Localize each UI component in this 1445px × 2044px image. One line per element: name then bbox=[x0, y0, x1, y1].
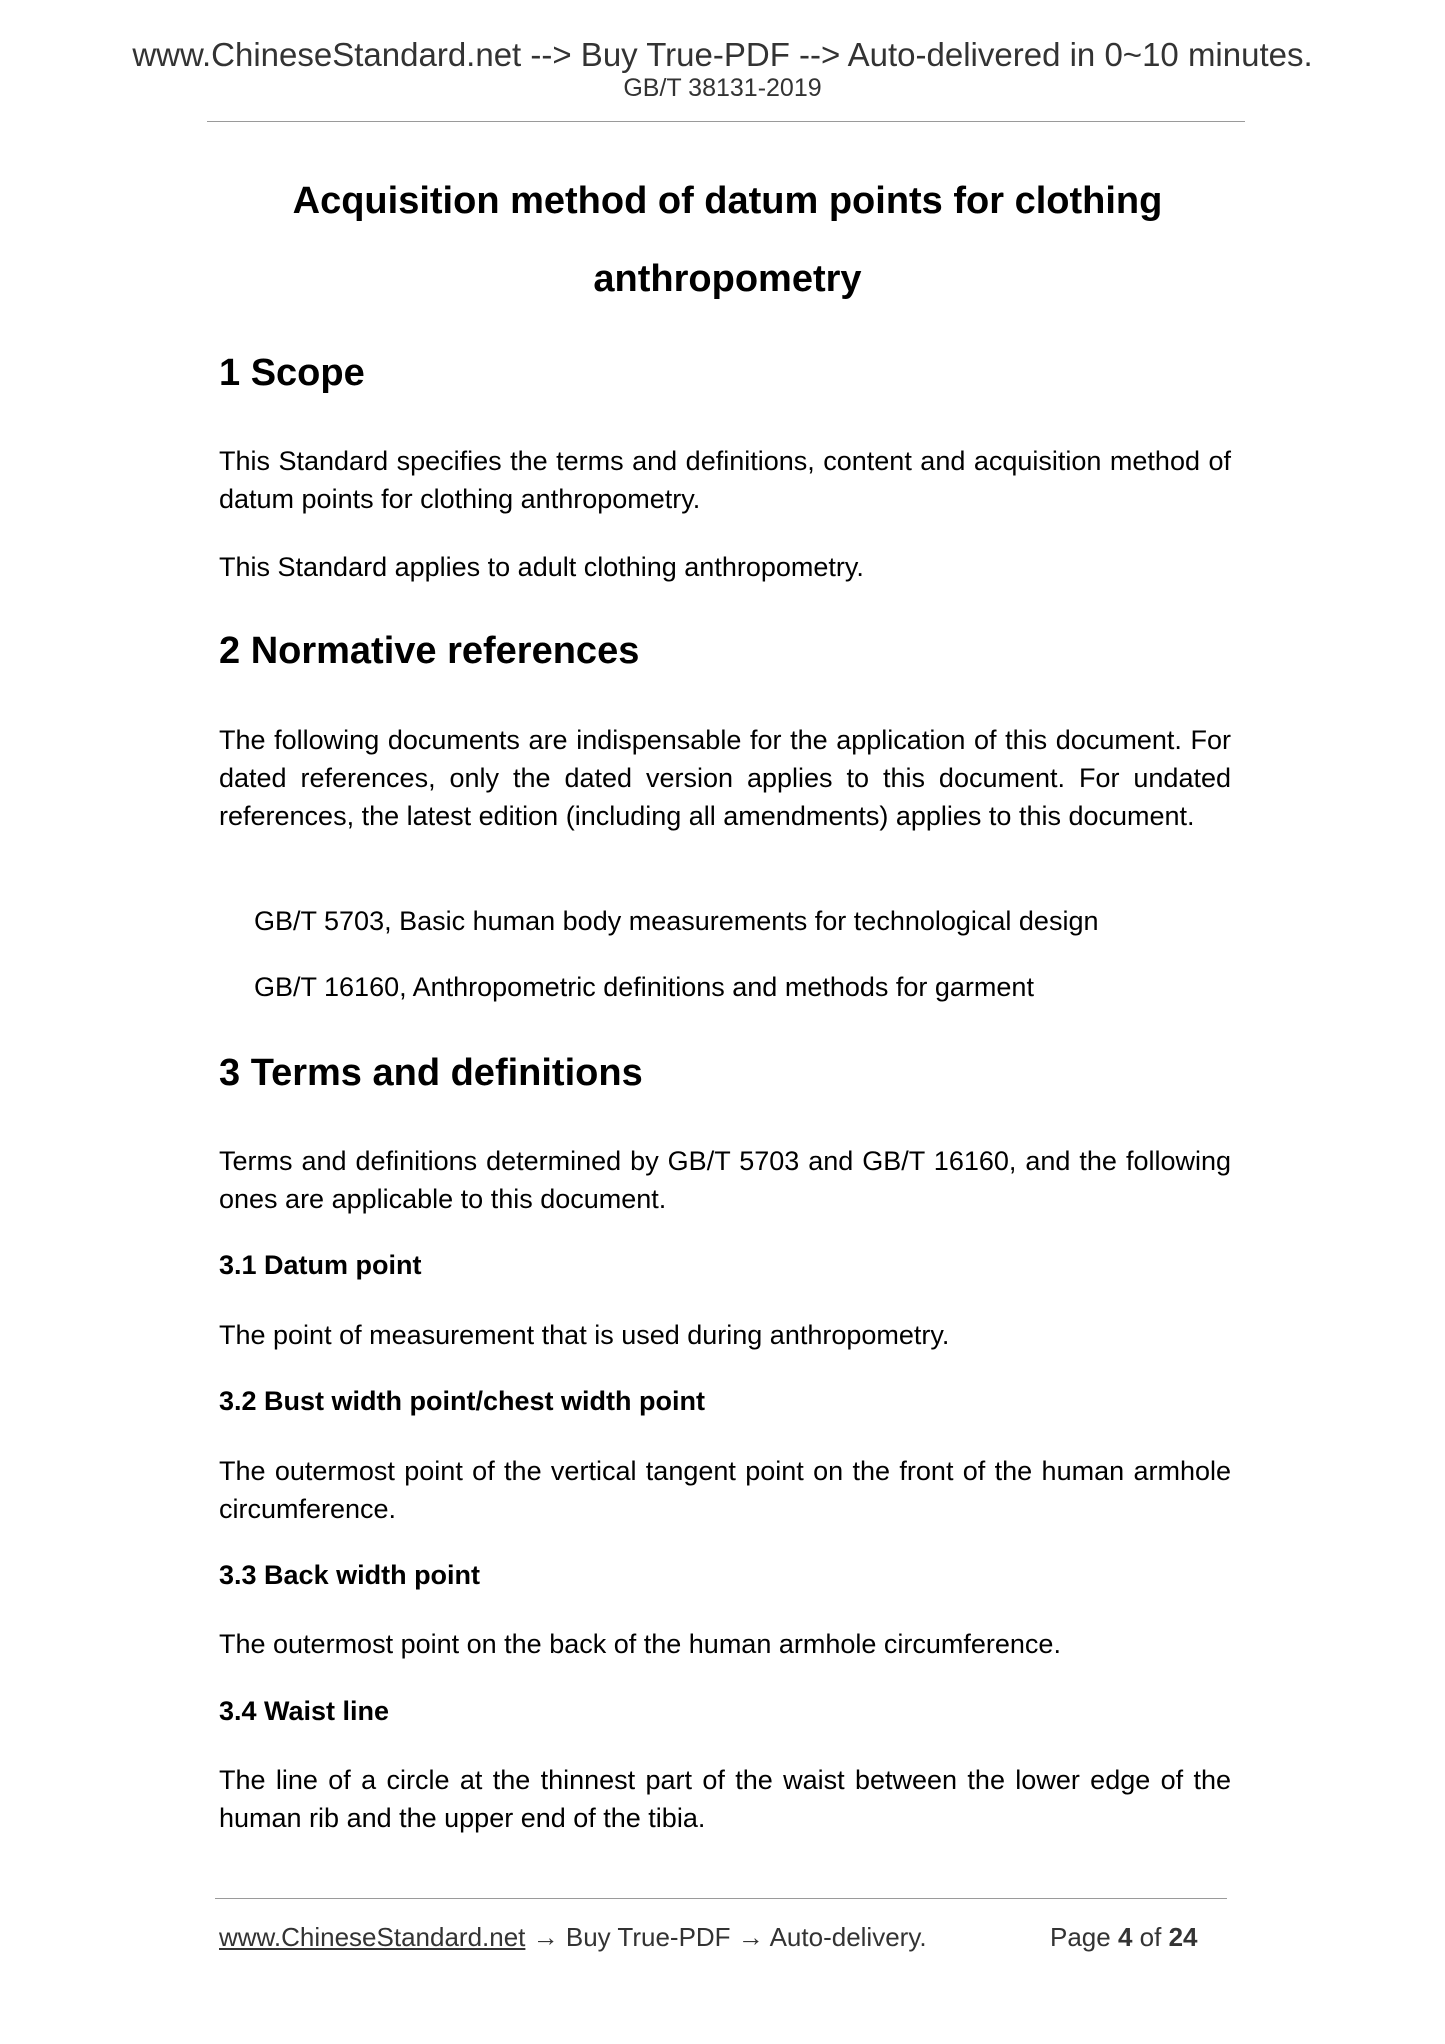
page-indicator bbox=[1050, 1922, 1198, 1953]
section-heading-terms: 3 Terms and definitions bbox=[219, 1052, 643, 1094]
term-definition-waist-line: The line of a circle at the thinnest part of the waist between the lower edge of the human rib and the upper end of the tibia. bbox=[219, 1765, 1231, 1833]
document-title bbox=[200, 162, 1255, 318]
term-definition-back-width-point: The outermost point on the back of the human armhole circumference. bbox=[219, 1629, 1061, 1659]
term-heading-waist-line: 3.4 Waist line bbox=[219, 1696, 390, 1726]
page-label: Page bbox=[1050, 1922, 1111, 1952]
normative-reference-item: GB/T 16160, Anthropometric definitions and methods for garment bbox=[254, 972, 1034, 1002]
term-heading-datum-point: 3.1 Datum point bbox=[219, 1250, 422, 1280]
header-divider bbox=[207, 121, 1245, 122]
scope-paragraph-1: This Standard specifies the terms and definitions, content and acquisition method of datum points for clothing anthropometry. bbox=[219, 446, 1231, 514]
document-title-line-2: anthropometry bbox=[593, 258, 862, 300]
footer-delivery-text: Auto-delivery. bbox=[769, 1922, 927, 1952]
terms-intro-paragraph: Terms and definitions determined by GB/T 5703 and GB/T 16160, and the following ones are applicable to this document. bbox=[219, 1146, 1231, 1214]
term-heading-bust-width-point: 3.2 Bust width point/chest width point bbox=[219, 1386, 705, 1416]
document-title-line-1: Acquisition method of datum points for clothing bbox=[292, 180, 1163, 222]
footer-arrow: → bbox=[730, 1922, 770, 1952]
normative-reference-item: GB/T 5703, Basic human body measurements for technological design bbox=[254, 906, 1099, 936]
section-heading-scope: 1 Scope bbox=[219, 352, 365, 394]
standard-number: GB/T 38131-2019 bbox=[623, 74, 822, 102]
header-banner: www.ChineseStandard.net --> Buy True-PDF --> Auto-delivered in 0~10 minutes. bbox=[132, 36, 1313, 73]
term-definition-datum-point: The point of measurement that is used during anthropometry. bbox=[219, 1320, 950, 1350]
footer-divider bbox=[215, 1898, 1227, 1899]
footer-site-link[interactable]: www.ChineseStandard.net bbox=[219, 1922, 526, 1952]
page-total: 24 bbox=[1168, 1922, 1198, 1952]
page-current: 4 bbox=[1117, 1922, 1133, 1952]
normative-paragraph: The following documents are indispensable for the application of this document. For dated references, only the dated version applies to this document. For undated references, the latest edition (including all amendments) applies to this document. bbox=[219, 725, 1231, 831]
section-heading-normative-references: 2 Normative references bbox=[219, 630, 640, 672]
footer-buy-text: Buy True-PDF bbox=[565, 1922, 731, 1952]
page-of: of bbox=[1139, 1922, 1162, 1952]
footer-arrow: → bbox=[525, 1922, 566, 1952]
term-heading-back-width-point: 3.3 Back width point bbox=[219, 1560, 481, 1590]
footer-links bbox=[219, 1922, 927, 1953]
scope-paragraph-2: This Standard applies to adult clothing anthropometry. bbox=[219, 552, 864, 582]
term-definition-bust-width-point: The outermost point of the vertical tangent point on the front of the human armhole circumference. bbox=[219, 1456, 1231, 1524]
